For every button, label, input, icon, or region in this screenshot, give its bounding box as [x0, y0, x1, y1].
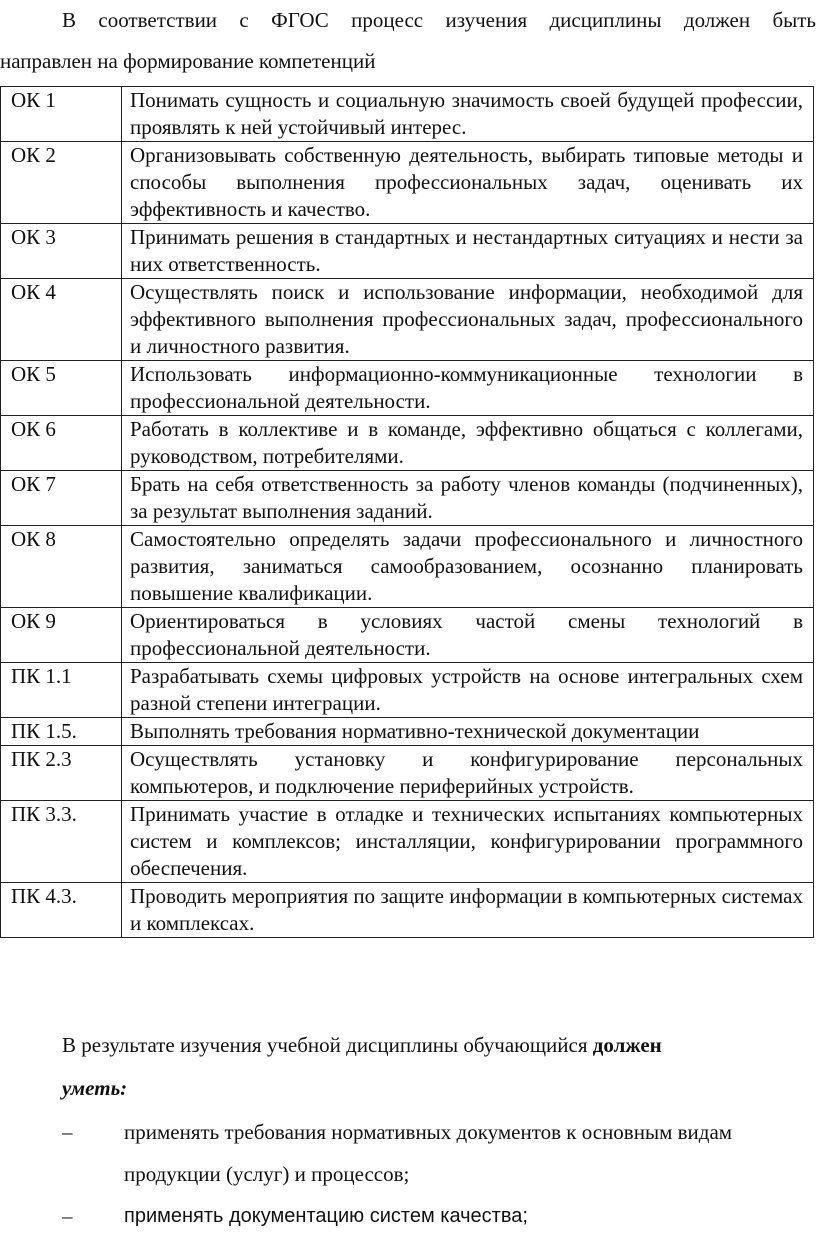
competency-code: ПК 1.5.	[1, 718, 122, 746]
competency-description: Использовать информационно-коммуникационные технологии в профессиональной деятельности.	[122, 361, 814, 416]
competency-description: Выполнять требования нормативно-технической документации	[122, 718, 814, 746]
skill-item	[62, 1195, 782, 1237]
skills-heading: уметь:	[62, 1076, 128, 1100]
competency-code: ОК 9	[1, 608, 122, 663]
intro-line-1: В соответствии с ФГОС процесс изучения дисциплины должен быть	[62, 8, 816, 32]
competency-description: Осуществлять установку и конфигурирование персональных компьютеров, и подключение периферийных устройств.	[122, 746, 814, 801]
competencies-table	[0, 86, 814, 938]
competency-row	[1, 471, 814, 526]
competency-description: Брать на себя ответственность за работу членов команды (подчиненных), за результат выполнения заданий.	[122, 471, 814, 526]
competency-code: ОК 7	[1, 471, 122, 526]
competency-row	[1, 801, 814, 883]
competency-row	[1, 608, 814, 663]
result-bold: должен	[592, 1033, 662, 1057]
competency-description: Самостоятельно определять задачи профессионального и личностного развития, заниматься самообразованием, осознанно планировать повышение квалификации.	[122, 526, 814, 608]
competency-description: Ориентироваться в условиях частой смены технологий в профессиональной деятельности.	[122, 608, 814, 663]
skill-text: применять документацию систем качества;	[124, 1205, 528, 1227]
competency-description: Работать в коллективе и в команде, эффективно общаться с коллегами, руководством, потребителями.	[122, 416, 814, 471]
competency-code: ПК 1.1	[1, 663, 122, 718]
competency-code: ПК 2.3	[1, 746, 122, 801]
competency-code: ОК 3	[1, 224, 122, 279]
competency-code: ОК 1	[1, 87, 122, 142]
competency-row	[1, 883, 814, 938]
competency-row	[1, 718, 814, 746]
competency-description: Принимать участие в отладке и технических испытаниях компьютерных систем и комплексов; инсталляции, конфигурировании программного обеспечения.	[122, 801, 814, 883]
skills-list	[62, 1111, 782, 1237]
skill-text: применять требования нормативных документов к основным видам продукции (услуг) и процессов;	[124, 1120, 733, 1186]
result-text: В результате изучения учебной дисциплины обучающийся	[62, 1033, 593, 1057]
competency-row	[1, 224, 814, 279]
competency-description: Организовывать собственную деятельность, выбирать типовые методы и способы выполнения профессиональных задач, оценивать их эффективность и качество.	[122, 142, 814, 224]
competency-description: Понимать сущность и социальную значимость своей будущей профессии, проявлять к ней устойчивый интерес.	[122, 87, 814, 142]
competency-code: ОК 8	[1, 526, 122, 608]
competency-description: Осуществлять поиск и использование информации, необходимой для эффективного выполнения профессиональных задач, профессионального и личностного развития.	[122, 279, 814, 361]
competency-code: ПК 4.3.	[1, 883, 122, 938]
competency-code: ОК 4	[1, 279, 122, 361]
skill-dash: –	[62, 1204, 73, 1228]
competency-code: ПК 3.3.	[1, 801, 122, 883]
competency-description: Разрабатывать схемы цифровых устройств на основе интегральных схем разной степени интеграции.	[122, 663, 814, 718]
competency-row	[1, 87, 814, 142]
competency-row	[1, 663, 814, 718]
competency-row	[1, 526, 814, 608]
competency-description: Проводить мероприятия по защите информации в компьютерных системах и комплексах.	[122, 883, 814, 938]
competency-description: Принимать решения в стандартных и нестандартных ситуациях и нести за них ответственность.	[122, 224, 814, 279]
intro-paragraph	[0, 0, 816, 82]
competency-row	[1, 279, 814, 361]
competency-code: ОК 6	[1, 416, 122, 471]
competency-row	[1, 361, 814, 416]
competency-code: ОК 2	[1, 142, 122, 224]
competency-row	[1, 746, 814, 801]
competency-row	[1, 416, 814, 471]
result-paragraph	[62, 1024, 802, 1110]
competencies-table-body	[1, 87, 814, 938]
intro-line-2: направлен на формирование компетенций	[0, 49, 376, 73]
competency-code: ОК 5	[1, 361, 122, 416]
skill-item	[62, 1111, 782, 1195]
skill-dash: –	[62, 1120, 73, 1144]
competency-row	[1, 142, 814, 224]
